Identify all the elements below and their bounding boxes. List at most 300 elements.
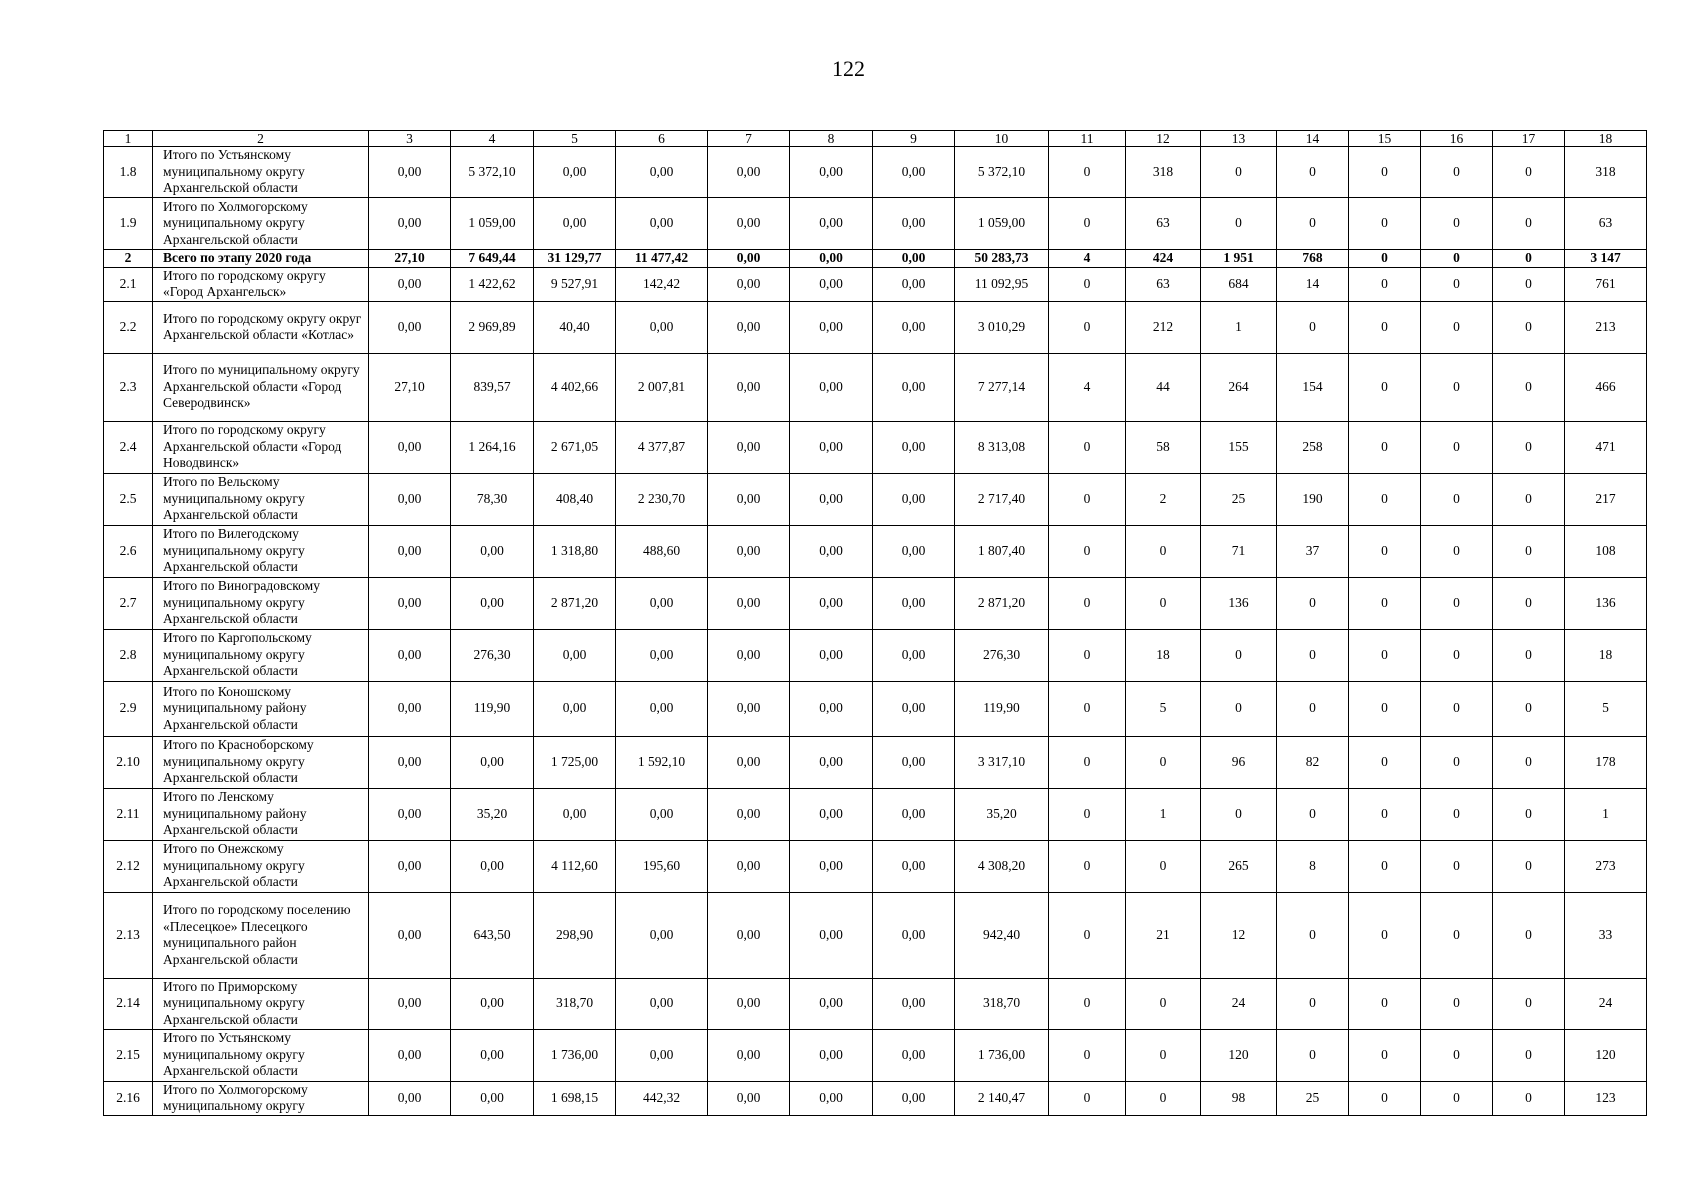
- table-row: [104, 736, 1647, 788]
- value-cell: 136: [1565, 577, 1647, 629]
- value-cell: 0: [1493, 147, 1565, 198]
- value-cell: 0: [1126, 577, 1201, 629]
- value-cell: 4: [1049, 250, 1126, 268]
- value-cell: 442,32: [616, 1081, 708, 1115]
- value-cell: 8 313,08: [955, 421, 1049, 473]
- row-number-cell: 2.3: [104, 353, 153, 421]
- value-cell: 35,20: [955, 788, 1049, 840]
- value-cell: 0,00: [790, 353, 873, 421]
- value-cell: 0,00: [534, 681, 616, 736]
- value-cell: 2 871,20: [955, 577, 1049, 629]
- row-name-cell: Итого по Коношскому муниципальному району Архангельской области: [153, 681, 369, 736]
- value-cell: 0,00: [369, 840, 451, 892]
- value-cell: 0,00: [708, 840, 790, 892]
- value-cell: 0: [1493, 629, 1565, 681]
- value-cell: 0: [1049, 788, 1126, 840]
- value-cell: 0,00: [708, 681, 790, 736]
- row-name-cell: Итого по Ленскому муниципальному району Архангельской области: [153, 788, 369, 840]
- value-cell: 4: [1049, 353, 1126, 421]
- table-row: [104, 840, 1647, 892]
- table-row: [104, 301, 1647, 353]
- value-cell: 0,00: [616, 629, 708, 681]
- value-cell: 0,00: [534, 788, 616, 840]
- value-cell: 258: [1277, 421, 1349, 473]
- value-cell: 0: [1421, 250, 1493, 268]
- value-cell: 0,00: [369, 147, 451, 198]
- value-cell: 50 283,73: [955, 250, 1049, 268]
- value-cell: 0,00: [369, 1029, 451, 1081]
- value-cell: 0,00: [873, 736, 955, 788]
- value-cell: 0: [1049, 198, 1126, 250]
- value-cell: 71: [1201, 525, 1277, 577]
- value-cell: 190: [1277, 473, 1349, 525]
- value-cell: 466: [1565, 353, 1647, 421]
- value-cell: 2 671,05: [534, 421, 616, 473]
- value-cell: 5 372,10: [451, 147, 534, 198]
- data-table: [103, 130, 1647, 1116]
- value-cell: 1: [1565, 788, 1647, 840]
- table-row: [104, 681, 1647, 736]
- row-name-cell: Итого по Каргопольскому муниципальному округу Архангельской области: [153, 629, 369, 681]
- value-cell: 212: [1126, 301, 1201, 353]
- value-cell: 276,30: [955, 629, 1049, 681]
- column-number-cell: 14: [1277, 131, 1349, 147]
- value-cell: 0,00: [790, 681, 873, 736]
- value-cell: 0,00: [369, 301, 451, 353]
- value-cell: 0,00: [451, 840, 534, 892]
- value-cell: 4 402,66: [534, 353, 616, 421]
- value-cell: 0,00: [790, 421, 873, 473]
- row-name-cell: Итого по Вилегодскому муниципальному округу Архангельской области: [153, 525, 369, 577]
- value-cell: 0: [1349, 978, 1421, 1029]
- value-cell: 0: [1277, 892, 1349, 978]
- row-name-cell: Итого по Холмогорскому муниципальному округу: [153, 1081, 369, 1115]
- value-cell: 0: [1421, 473, 1493, 525]
- value-cell: 123: [1565, 1081, 1647, 1115]
- value-cell: 0,00: [790, 525, 873, 577]
- table-row: [104, 1081, 1647, 1115]
- value-cell: 265: [1201, 840, 1277, 892]
- value-cell: 0,00: [873, 198, 955, 250]
- value-cell: 0,00: [790, 629, 873, 681]
- value-cell: 0: [1277, 301, 1349, 353]
- value-cell: 0: [1349, 198, 1421, 250]
- value-cell: 0,00: [708, 978, 790, 1029]
- value-cell: 0: [1421, 301, 1493, 353]
- value-cell: 2 140,47: [955, 1081, 1049, 1115]
- page-number: 122: [832, 56, 865, 81]
- column-number-cell: 2: [153, 131, 369, 147]
- value-cell: 0: [1049, 267, 1126, 301]
- value-cell: 0: [1349, 840, 1421, 892]
- value-cell: 1 318,80: [534, 525, 616, 577]
- value-cell: 0: [1049, 1029, 1126, 1081]
- table-row: [104, 788, 1647, 840]
- value-cell: 0: [1049, 301, 1126, 353]
- row-name-cell: Итого по Устьянскому муниципальному округу Архангельской области: [153, 1029, 369, 1081]
- value-cell: 0: [1421, 353, 1493, 421]
- row-name-cell: Итого по городскому поселению «Плесецкое» Плесецкого муниципального район Архангельской области: [153, 892, 369, 978]
- value-cell: 0,00: [369, 1081, 451, 1115]
- value-cell: 0: [1349, 788, 1421, 840]
- value-cell: 1 725,00: [534, 736, 616, 788]
- column-number-cell: 13: [1201, 131, 1277, 147]
- value-cell: 0,00: [873, 421, 955, 473]
- value-cell: 0,00: [873, 892, 955, 978]
- value-cell: 0: [1349, 892, 1421, 978]
- value-cell: 0,00: [708, 788, 790, 840]
- value-cell: 0,00: [708, 892, 790, 978]
- value-cell: 35,20: [451, 788, 534, 840]
- value-cell: 25: [1277, 1081, 1349, 1115]
- table-row: [104, 147, 1647, 198]
- value-cell: 21: [1126, 892, 1201, 978]
- value-cell: 9 527,91: [534, 267, 616, 301]
- value-cell: 0,00: [708, 736, 790, 788]
- value-cell: 0,00: [873, 681, 955, 736]
- value-cell: 839,57: [451, 353, 534, 421]
- value-cell: 0: [1349, 353, 1421, 421]
- value-cell: 213: [1565, 301, 1647, 353]
- value-cell: 0: [1049, 681, 1126, 736]
- row-number-cell: 1.9: [104, 198, 153, 250]
- value-cell: 0: [1049, 577, 1126, 629]
- value-cell: 318: [1565, 147, 1647, 198]
- value-cell: 108: [1565, 525, 1647, 577]
- value-cell: 273: [1565, 840, 1647, 892]
- value-cell: 0,00: [708, 1081, 790, 1115]
- row-name-cell: Итого по Виноградовскому муниципальному округу Архангельской области: [153, 577, 369, 629]
- value-cell: 25: [1201, 473, 1277, 525]
- value-cell: 8: [1277, 840, 1349, 892]
- value-cell: 0,00: [616, 301, 708, 353]
- value-cell: 0,00: [616, 1029, 708, 1081]
- value-cell: 0,00: [451, 1029, 534, 1081]
- row-number-cell: 2.8: [104, 629, 153, 681]
- value-cell: 217: [1565, 473, 1647, 525]
- row-number-cell: 2.5: [104, 473, 153, 525]
- value-cell: 0,00: [369, 577, 451, 629]
- value-cell: 424: [1126, 250, 1201, 268]
- value-cell: 0: [1049, 147, 1126, 198]
- value-cell: 0: [1421, 198, 1493, 250]
- value-cell: 0,00: [873, 267, 955, 301]
- value-cell: 0: [1421, 840, 1493, 892]
- row-name-cell: Итого по муниципальному округу Архангельской области «Город Северодвинск»: [153, 353, 369, 421]
- value-cell: 136: [1201, 577, 1277, 629]
- value-cell: 408,40: [534, 473, 616, 525]
- value-cell: 0,00: [616, 681, 708, 736]
- value-cell: 0: [1493, 577, 1565, 629]
- value-cell: 0: [1349, 525, 1421, 577]
- value-cell: 96: [1201, 736, 1277, 788]
- value-cell: 1 059,00: [451, 198, 534, 250]
- value-cell: 0: [1349, 301, 1421, 353]
- value-cell: 119,90: [451, 681, 534, 736]
- value-cell: 0: [1421, 267, 1493, 301]
- value-cell: 58: [1126, 421, 1201, 473]
- value-cell: 24: [1201, 978, 1277, 1029]
- value-cell: 0,00: [616, 788, 708, 840]
- column-number-cell: 17: [1493, 131, 1565, 147]
- value-cell: 0: [1049, 421, 1126, 473]
- value-cell: 0: [1349, 250, 1421, 268]
- value-cell: 0,00: [790, 198, 873, 250]
- value-cell: 0: [1493, 736, 1565, 788]
- row-number-cell: 2.4: [104, 421, 153, 473]
- value-cell: 5: [1126, 681, 1201, 736]
- value-cell: 318,70: [955, 978, 1049, 1029]
- column-number-cell: 3: [369, 131, 451, 147]
- value-cell: 0: [1493, 1029, 1565, 1081]
- value-cell: 0: [1349, 629, 1421, 681]
- value-cell: 1: [1126, 788, 1201, 840]
- value-cell: 0,00: [790, 978, 873, 1029]
- value-cell: 4 112,60: [534, 840, 616, 892]
- value-cell: 0: [1421, 1029, 1493, 1081]
- table-row: [104, 629, 1647, 681]
- value-cell: 0,00: [369, 198, 451, 250]
- row-number-cell: 2.16: [104, 1081, 153, 1115]
- value-cell: 0: [1493, 978, 1565, 1029]
- value-cell: 0,00: [369, 681, 451, 736]
- value-cell: 4 308,20: [955, 840, 1049, 892]
- value-cell: 0: [1201, 788, 1277, 840]
- column-number-cell: 15: [1349, 131, 1421, 147]
- value-cell: 0: [1049, 978, 1126, 1029]
- value-cell: 1 807,40: [955, 525, 1049, 577]
- value-cell: 0: [1421, 147, 1493, 198]
- table-row: [104, 473, 1647, 525]
- value-cell: 1 422,62: [451, 267, 534, 301]
- value-cell: 276,30: [451, 629, 534, 681]
- value-cell: 0,00: [708, 577, 790, 629]
- value-cell: 0: [1493, 1081, 1565, 1115]
- column-number-cell: 10: [955, 131, 1049, 147]
- value-cell: 44: [1126, 353, 1201, 421]
- row-name-cell: Итого по городскому округу Архангельской области «Город Новодвинск»: [153, 421, 369, 473]
- column-number-cell: 5: [534, 131, 616, 147]
- table-row: [104, 198, 1647, 250]
- value-cell: 0: [1126, 840, 1201, 892]
- value-cell: 155: [1201, 421, 1277, 473]
- value-cell: 37: [1277, 525, 1349, 577]
- value-cell: 0: [1493, 267, 1565, 301]
- row-number-cell: 2.2: [104, 301, 153, 353]
- row-name-cell: Итого по Вельскому муниципальному округу Архангельской области: [153, 473, 369, 525]
- row-name-cell: Итого по Красноборскому муниципальному округу Архангельской области: [153, 736, 369, 788]
- value-cell: 0,00: [790, 267, 873, 301]
- value-cell: 24: [1565, 978, 1647, 1029]
- row-number-cell: 2: [104, 250, 153, 268]
- value-cell: 0: [1349, 681, 1421, 736]
- value-cell: 0,00: [708, 629, 790, 681]
- value-cell: 0: [1049, 525, 1126, 577]
- value-cell: 0: [1049, 736, 1126, 788]
- value-cell: 0: [1421, 892, 1493, 978]
- value-cell: 0,00: [534, 198, 616, 250]
- value-cell: 0: [1049, 629, 1126, 681]
- value-cell: 0,00: [534, 147, 616, 198]
- value-cell: 761: [1565, 267, 1647, 301]
- value-cell: 0: [1493, 473, 1565, 525]
- value-cell: 0,00: [451, 978, 534, 1029]
- value-cell: 0: [1349, 1081, 1421, 1115]
- value-cell: 178: [1565, 736, 1647, 788]
- row-name-cell: Итого по Холмогорскому муниципальному округу Архангельской области: [153, 198, 369, 250]
- value-cell: 7 277,14: [955, 353, 1049, 421]
- row-number-cell: 2.7: [104, 577, 153, 629]
- value-cell: 154: [1277, 353, 1349, 421]
- column-number-cell: 6: [616, 131, 708, 147]
- row-number-cell: 2.15: [104, 1029, 153, 1081]
- row-name-cell: Итого по Устьянскому муниципальному округу Архангельской области: [153, 147, 369, 198]
- row-number-cell: 1.8: [104, 147, 153, 198]
- value-cell: 1 592,10: [616, 736, 708, 788]
- value-cell: 0,00: [790, 736, 873, 788]
- value-cell: 0: [1421, 681, 1493, 736]
- value-cell: 98: [1201, 1081, 1277, 1115]
- value-cell: 0,00: [790, 147, 873, 198]
- value-cell: 18: [1565, 629, 1647, 681]
- value-cell: 2 230,70: [616, 473, 708, 525]
- value-cell: 0,00: [873, 788, 955, 840]
- value-cell: 0: [1349, 267, 1421, 301]
- value-cell: 5: [1565, 681, 1647, 736]
- value-cell: 2 871,20: [534, 577, 616, 629]
- value-cell: 11 092,95: [955, 267, 1049, 301]
- value-cell: 0,00: [616, 892, 708, 978]
- table-row: [104, 577, 1647, 629]
- value-cell: 0,00: [616, 198, 708, 250]
- value-cell: 0: [1493, 198, 1565, 250]
- value-cell: 0: [1126, 1029, 1201, 1081]
- column-number-cell: 9: [873, 131, 955, 147]
- value-cell: 0: [1349, 1029, 1421, 1081]
- value-cell: 0: [1349, 147, 1421, 198]
- value-cell: 31 129,77: [534, 250, 616, 268]
- value-cell: 0: [1493, 250, 1565, 268]
- value-cell: 0,00: [616, 978, 708, 1029]
- table-row: [104, 892, 1647, 978]
- value-cell: 0: [1049, 840, 1126, 892]
- value-cell: 0,00: [708, 147, 790, 198]
- value-cell: 0,00: [708, 421, 790, 473]
- value-cell: 0: [1349, 473, 1421, 525]
- value-cell: 0,00: [369, 788, 451, 840]
- value-cell: 0,00: [369, 629, 451, 681]
- value-cell: 0,00: [708, 301, 790, 353]
- value-cell: 120: [1565, 1029, 1647, 1081]
- row-number-cell: 2.6: [104, 525, 153, 577]
- value-cell: 0: [1277, 681, 1349, 736]
- value-cell: 0,00: [873, 629, 955, 681]
- value-cell: 0,00: [873, 525, 955, 577]
- value-cell: 3 147: [1565, 250, 1647, 268]
- value-cell: 471: [1565, 421, 1647, 473]
- value-cell: 33: [1565, 892, 1647, 978]
- value-cell: 0,00: [534, 629, 616, 681]
- value-cell: 1 698,15: [534, 1081, 616, 1115]
- value-cell: 0: [1201, 147, 1277, 198]
- value-cell: 0,00: [708, 198, 790, 250]
- value-cell: 0,00: [369, 421, 451, 473]
- value-cell: 0: [1493, 353, 1565, 421]
- value-cell: 0,00: [369, 978, 451, 1029]
- value-cell: 0: [1277, 978, 1349, 1029]
- value-cell: 120: [1201, 1029, 1277, 1081]
- value-cell: 0,00: [873, 978, 955, 1029]
- row-number-cell: 2.14: [104, 978, 153, 1029]
- value-cell: 0,00: [708, 353, 790, 421]
- value-cell: 0,00: [369, 525, 451, 577]
- value-cell: 942,40: [955, 892, 1049, 978]
- column-number-row: [104, 131, 1647, 147]
- value-cell: 0,00: [616, 577, 708, 629]
- row-name-cell: Всего по этапу 2020 года: [153, 250, 369, 268]
- value-cell: 0: [1277, 198, 1349, 250]
- value-cell: 40,40: [534, 301, 616, 353]
- value-cell: 0,00: [369, 473, 451, 525]
- value-cell: 768: [1277, 250, 1349, 268]
- column-number-cell: 4: [451, 131, 534, 147]
- row-name-cell: Итого по Приморскому муниципальному округу Архангельской области: [153, 978, 369, 1029]
- column-number-cell: 8: [790, 131, 873, 147]
- value-cell: 0,00: [873, 301, 955, 353]
- value-cell: 0: [1277, 147, 1349, 198]
- value-cell: 0: [1493, 840, 1565, 892]
- value-cell: 0: [1421, 1081, 1493, 1115]
- value-cell: 0: [1277, 788, 1349, 840]
- table-row: [104, 525, 1647, 577]
- value-cell: 0,00: [790, 301, 873, 353]
- value-cell: 0: [1421, 525, 1493, 577]
- value-cell: 684: [1201, 267, 1277, 301]
- value-cell: 142,42: [616, 267, 708, 301]
- value-cell: 0,00: [873, 473, 955, 525]
- value-cell: 0: [1421, 629, 1493, 681]
- value-cell: 488,60: [616, 525, 708, 577]
- value-cell: 318: [1126, 147, 1201, 198]
- column-number-cell: 12: [1126, 131, 1201, 147]
- value-cell: 2: [1126, 473, 1201, 525]
- value-cell: 0,00: [790, 473, 873, 525]
- table-row: [104, 267, 1647, 301]
- value-cell: 643,50: [451, 892, 534, 978]
- value-cell: 4 377,87: [616, 421, 708, 473]
- value-cell: 63: [1126, 198, 1201, 250]
- value-cell: 0,00: [708, 1029, 790, 1081]
- value-cell: 0,00: [873, 1081, 955, 1115]
- value-cell: 2 007,81: [616, 353, 708, 421]
- value-cell: 0,00: [873, 147, 955, 198]
- column-number-cell: 1: [104, 131, 153, 147]
- value-cell: 63: [1126, 267, 1201, 301]
- row-number-cell: 2.11: [104, 788, 153, 840]
- value-cell: 0: [1349, 421, 1421, 473]
- value-cell: 0,00: [790, 840, 873, 892]
- value-cell: 0,00: [708, 267, 790, 301]
- value-cell: 5 372,10: [955, 147, 1049, 198]
- value-cell: 7 649,44: [451, 250, 534, 268]
- value-cell: 0: [1493, 681, 1565, 736]
- value-cell: 0: [1126, 525, 1201, 577]
- value-cell: 0,00: [790, 1081, 873, 1115]
- value-cell: 0: [1493, 525, 1565, 577]
- value-cell: 0,00: [790, 577, 873, 629]
- row-number-cell: 2.9: [104, 681, 153, 736]
- value-cell: 3 317,10: [955, 736, 1049, 788]
